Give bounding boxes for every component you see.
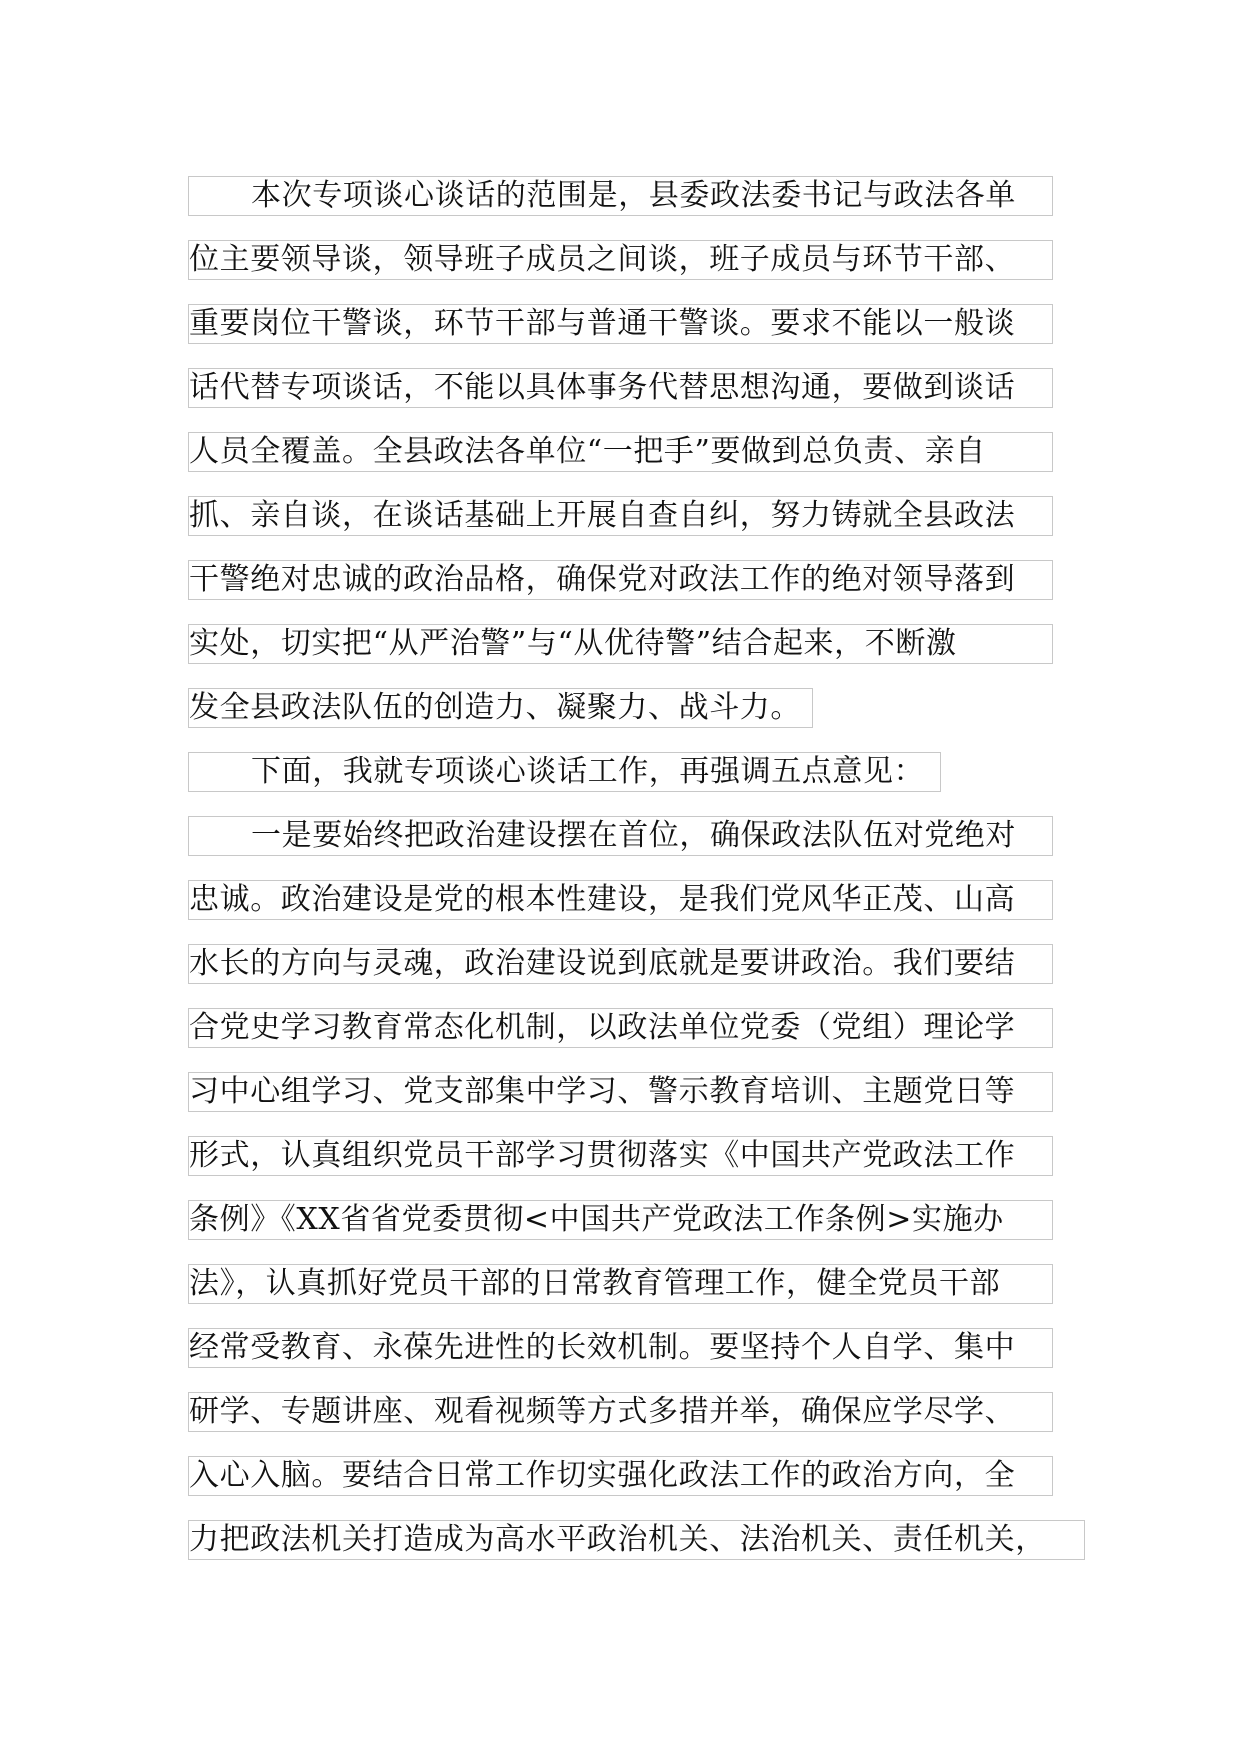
text-line: 合党史学习教育常态化机制，以政法单位党委（党组）理论学 [188,1008,1053,1048]
text-line: 形式，认真组织党员干部学习贯彻落实《中国共产党政法工作 [188,1136,1053,1176]
text-line: 实处，切实把“从严治警”与“从优待警”结合起来，不断激 [188,624,1053,664]
text-line: 研学、专题讲座、观看视频等方式多措并举，确保应学尽学、 [188,1392,1053,1432]
text-line: 一是要始终把政治建设摆在首位，确保政法队伍对党绝对 [188,816,1053,856]
text-line: 条例》《XX省省党委贯彻<中国共产党政法工作条例>实施办 [188,1200,1053,1240]
text-line: 法》，认真抓好党员干部的日常教育管理工作，健全党员干部 [188,1264,1053,1304]
text-line: 位主要领导谈，领导班子成员之间谈，班子成员与环节干部、 [188,240,1053,280]
text-line: 水长的方向与灵魂，政治建设说到底就是要讲政治。我们要结 [188,944,1053,984]
text-line: 发全县政法队伍的创造力、凝聚力、战斗力。 [188,688,813,728]
text-line: 人员全覆盖。全县政法各单位“一把手”要做到总负责、亲自 [188,432,1053,472]
text-line: 习中心组学习、党支部集中学习、警示教育培训、主题党日等 [188,1072,1053,1112]
text-line: 入心入脑。要结合日常工作切实强化政法工作的政治方向，全 [188,1456,1053,1496]
text-line: 下面，我就专项谈心谈话工作，再强调五点意见： [188,752,941,792]
text-line: 抓、亲自谈，在谈话基础上开展自查自纠，努力铸就全县政法 [188,496,1053,536]
text-line: 话代替专项谈话，不能以具体事务代替思想沟通，要做到谈话 [188,368,1053,408]
text-line: 本次专项谈心谈话的范围是，县委政法委书记与政法各单 [188,176,1053,216]
text-line: 经常受教育、永葆先进性的长效机制。要坚持个人自学、集中 [188,1328,1053,1368]
text-line: 力把政法机关打造成为高水平政治机关、法治机关、责任机关， [188,1520,1085,1560]
text-line: 忠诚。政治建设是党的根本性建设，是我们党风华正茂、山高 [188,880,1053,920]
text-line: 干警绝对忠诚的政治品格，确保党对政法工作的绝对领导落到 [188,560,1053,600]
text-line: 重要岗位干警谈，环节干部与普通干警谈。要求不能以一般谈 [188,304,1053,344]
